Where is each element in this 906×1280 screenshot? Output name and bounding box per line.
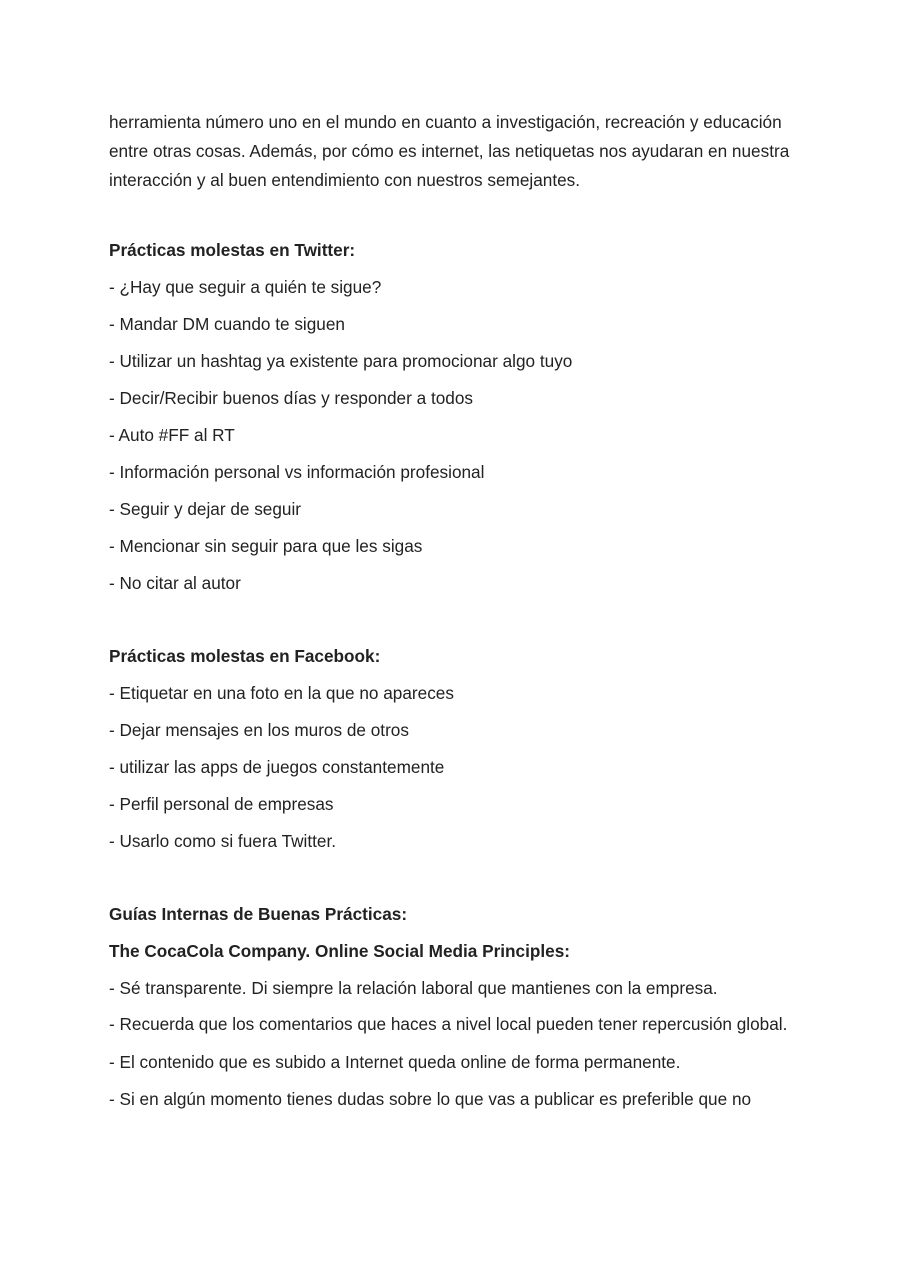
list-item: - Utilizar un hashtag ya existente para promocionar algo tuyo (109, 351, 573, 371)
list-item: - Decir/Recibir buenos días y responder a todos (109, 388, 473, 408)
list-item: - Recuerda que los comentarios que haces a nivel local pueden tener repercusión global. (109, 1014, 788, 1034)
list-item: - Usarlo como si fuera Twitter. (109, 831, 337, 851)
document-content (109, 108, 809, 1117)
list-item: - Seguir y dejar de seguir (109, 499, 302, 519)
list-item: - Dejar mensajes en los muros de otros (109, 720, 409, 740)
list-item: - El contenido que es subido a Internet queda online de forma permanente. (109, 1052, 681, 1072)
list-item: - Información personal vs información profesional (109, 462, 485, 482)
list-item: - Perfil personal de empresas (109, 794, 334, 814)
facebook-heading: Prácticas molestas en Facebook: (109, 646, 381, 666)
list-item: - ¿Hay que seguir a quién te sigue? (109, 277, 382, 297)
guides-section (109, 895, 809, 1117)
twitter-section (109, 231, 809, 601)
list-item: - Mandar DM cuando te siguen (109, 314, 345, 334)
list-item: - Si en algún momento tienes dudas sobre lo que vas a publicar es preferible que no (109, 1089, 752, 1109)
list-item: - Mencionar sin seguir para que les sigas (109, 536, 423, 556)
twitter-heading: Prácticas molestas en Twitter: (109, 240, 356, 260)
intro-paragraph: herramienta número uno en el mundo en cuanto a investigación, recreación y educación entre otras cosas. Además, por cómo es internet, las netiquetas nos ayudaran en nuestra interacción y al buen entendimiento con nuestros semejantes. (109, 112, 790, 190)
list-item: - Sé transparente. Di siempre la relación laboral que mantienes con la empresa. (109, 978, 718, 998)
guides-subheading: The CocaCola Company. Online Social Media Principles: (109, 941, 570, 961)
guides-heading: Guías Internas de Buenas Prácticas: (109, 904, 408, 924)
list-item: - Etiquetar en una foto en la que no apareces (109, 683, 454, 703)
facebook-section (109, 637, 809, 859)
list-item: - Auto #FF al RT (109, 425, 235, 445)
list-item: - No citar al autor (109, 573, 241, 593)
list-item: - utilizar las apps de juegos constantemente (109, 757, 445, 777)
